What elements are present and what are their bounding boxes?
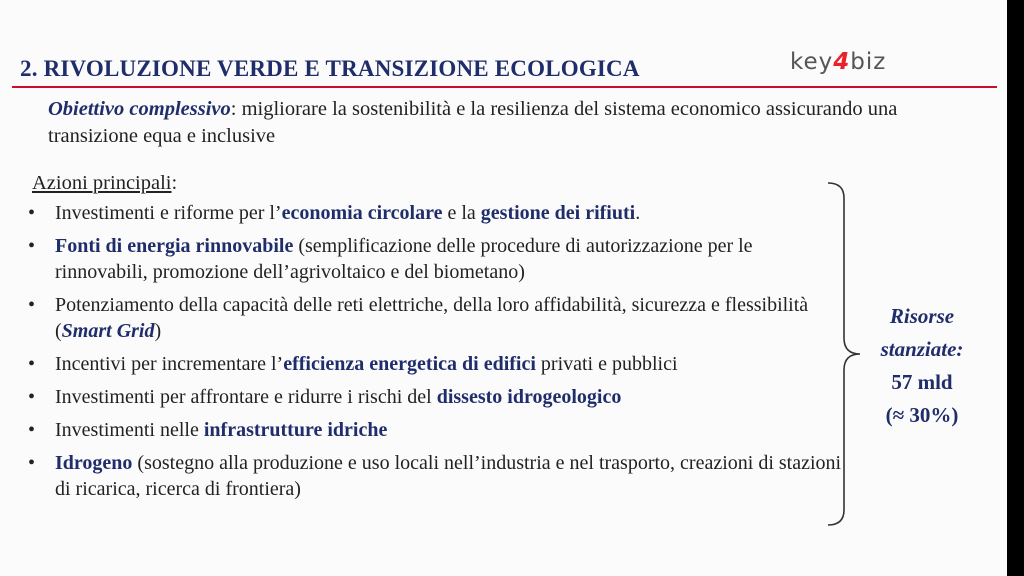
item-text: Investimenti per affrontare e ridurre i rischi del: [55, 386, 437, 408]
bullet-icon: •: [28, 452, 36, 474]
actions-heading-colon: :: [171, 172, 178, 194]
item-text: Investimenti e riforme per l’: [55, 202, 282, 224]
objective-label: Obiettivo complessivo: [48, 98, 231, 120]
item-text: .: [635, 202, 641, 224]
title-divider: [12, 86, 997, 88]
item-bold: Fonti di energia rinnovabile: [55, 235, 294, 257]
item-text: e la: [442, 202, 481, 224]
objective-text: : migliorare la sostenibilità e la resilienza del sistema economico assicurando una transizione equa e inclusive: [48, 98, 898, 147]
logo-text-key: key: [790, 49, 834, 75]
resources-share: (≈ 30%): [885, 403, 959, 427]
item-text: privati e pubblici: [535, 353, 678, 375]
slide-title: 2. RIVOLUZIONE VERDE E TRANSIZIONE ECOLOGICA: [20, 56, 640, 81]
key4biz-logo: [790, 49, 886, 75]
objective-paragraph: [48, 96, 948, 150]
actions-heading: [32, 172, 177, 195]
item-bold: gestione dei rifiuti: [480, 202, 636, 224]
item-text: Incentivi per incrementare l’: [55, 353, 284, 375]
item-bold: efficienza energetica di edifici: [283, 353, 536, 375]
item-bold-italic: Smart Grid: [61, 320, 155, 342]
item-text: ): [154, 320, 162, 342]
action-item-hydrogen: [28, 450, 848, 502]
item-bold: economia circolare: [281, 202, 443, 224]
bullet-icon: •: [28, 235, 36, 257]
actions-list: [28, 200, 848, 509]
item-bold: infrastrutture idriche: [203, 419, 388, 441]
bullet-icon: •: [28, 353, 36, 375]
item-bold: Idrogeno: [55, 452, 133, 474]
bullet-icon: •: [28, 419, 36, 441]
item-bold: dissesto idrogeologico: [436, 386, 622, 408]
item-text: (sostegno alla produzione e uso locali nell’industria e nel trasporto, creazioni di stazioni di ricarica, ricerca di frontiera): [55, 452, 842, 500]
resources-box: [852, 300, 992, 432]
item-text: Investimenti nelle: [55, 419, 204, 441]
bullet-icon: •: [28, 294, 36, 316]
logo-text-biz: biz: [850, 49, 887, 75]
resources-label-1: Risorse: [889, 304, 955, 328]
action-item-energy-efficiency: [28, 351, 848, 377]
item-text: (semplificazione delle procedure di autorizzazione per le rinnovabili, promozione dell’agrivoltaico e del biometano): [55, 235, 753, 283]
action-item-renewables: [28, 233, 848, 285]
action-item-circular-economy: [28, 200, 848, 226]
item-text: Potenziamento della capacità delle reti elettriche, della loro affidabilità, sicurezza e flessibilità (: [55, 294, 809, 342]
actions-heading-label: Azioni principali: [32, 172, 172, 194]
logo-text-4: 4: [833, 49, 851, 75]
action-item-smart-grid: [28, 292, 848, 344]
resources-label-2: stanziate:: [880, 337, 964, 361]
action-item-hydrogeological: [28, 384, 848, 410]
action-item-water-infrastructure: [28, 417, 848, 443]
resources-amount: 57 mld: [891, 370, 953, 394]
bullet-icon: •: [28, 386, 36, 408]
bullet-icon: •: [28, 202, 36, 224]
